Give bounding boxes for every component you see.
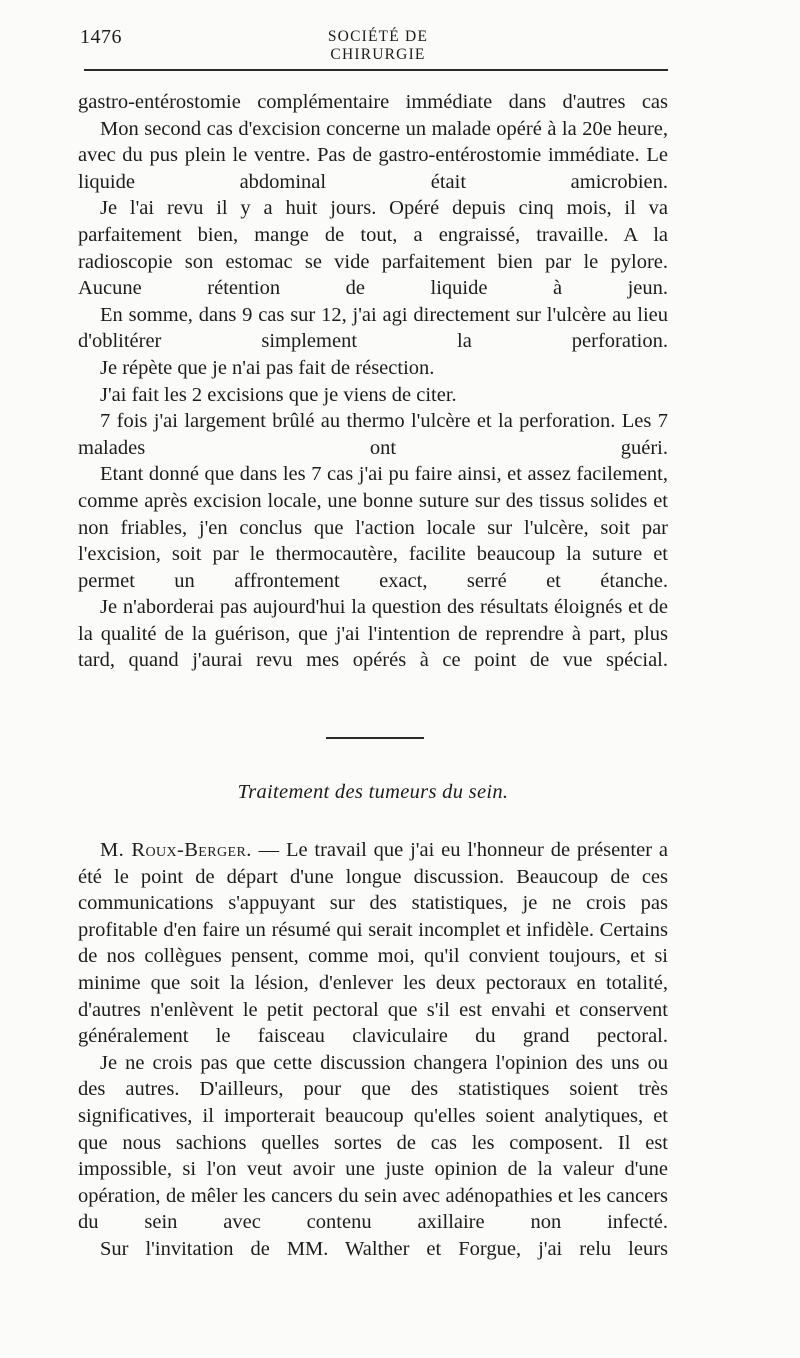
page-number: 1476 [80, 26, 122, 48]
running-head [78, 26, 668, 63]
paragraph: Je l'ai revu il y a huit jours. Opéré depuis cinq mois, il va parfaitement bien, mange de tout, a engraissé, travaille. A la radioscopie son estomac se vide parfaitement bien par le pylore. Aucune rétention de liquide à jeun. [78, 197, 668, 300]
speaker-name: M. Roux-Berger. [100, 839, 252, 861]
paragraph: Etant donné que dans les 7 cas j'ai pu faire ainsi, et assez facilement, comme après excision locale, une bonne suture sur des tissus solides et non friables, j'en conclus que l'action locale sur l'ulcère, soit par l'excision, soit par le thermocautère, facilite beaucoup la suture et permet un affrontement exact, serré et étanche. [78, 463, 668, 592]
paragraph [78, 837, 668, 1050]
paragraph: Je répète que je n'ai pas fait de résection. [100, 356, 435, 379]
section-title: Traitement des tumeurs du sein. [237, 781, 509, 803]
paragraph: J'ai fait les 2 excisions que je viens de citer. [100, 383, 457, 406]
header-rule [84, 69, 668, 71]
paragraph: gastro-entérostomie complémentaire immédiate dans d'autres cas [78, 91, 668, 113]
paragraph: Sur l'invitation de MM. Walther et Forgue, j'ai relu leurs [100, 1237, 668, 1260]
section-divider [326, 737, 424, 739]
paragraph: Je ne crois pas que cette discussion changera l'opinion des uns ou des autres. D'ailleurs, pour que des statistiques soient très significatives, il importerait beaucoup qu'elles soient analytiques, et que nous sachions quelles sortes de cas les composent. Il est impossible, si l'on veut avoir une juste opinion de la valeur d'une opération, de mêler les cancers du sein avec adénopathies et les cancers du sein avec contenu axillaire non infecté. [78, 1051, 668, 1234]
paragraph-text: — Le travail que j'ai eu l'honneur de présenter a été le point de départ d'une longue discussion. Beaucoup de ces communications s'appuyant sur des statistiques, je ne crois pas profitable d'en faire un résumé qui serait incomplet et infidèle. Certains de nos collègues pensent, comme moi, qu'il convient toujours, et si minime que soit la lésion, d'enlever les deux pectoraux en totalité, d'autres n'enlèvent le petit pectoral que s'il est envahi et conservent généralement le faisceau claviculaire du grand pectoral. [78, 839, 669, 1048]
section-1-body [78, 89, 668, 674]
paragraph: 7 fois j'ai largement brûlé au thermo l'ulcère et la perforation. Les 7 malades ont guéri. [78, 410, 668, 459]
paragraph: En somme, dans 9 cas sur 12, j'ai agi directement sur l'ulcère au lieu d'oblitérer simplement la perforation. [78, 303, 668, 353]
section-2-body [78, 837, 668, 1263]
paragraph: Mon second cas d'excision concerne un malade opéré à la 20e heure, avec du pus plein le ventre. Pas de gastro-entérostomie immédiate. Le liquide abdominal était amicrobien. [78, 117, 668, 193]
journal-title: SOCIÉTÉ DE CHIRURGIE [327, 28, 429, 63]
paragraph: Je n'aborderai pas aujourd'hui la question des résultats éloignés et de la qualité de la guérison, que j'ai l'intention de reprendre à part, plus tard, quand j'aurai revu mes opérés à ce point de vue spécial. [78, 596, 668, 672]
